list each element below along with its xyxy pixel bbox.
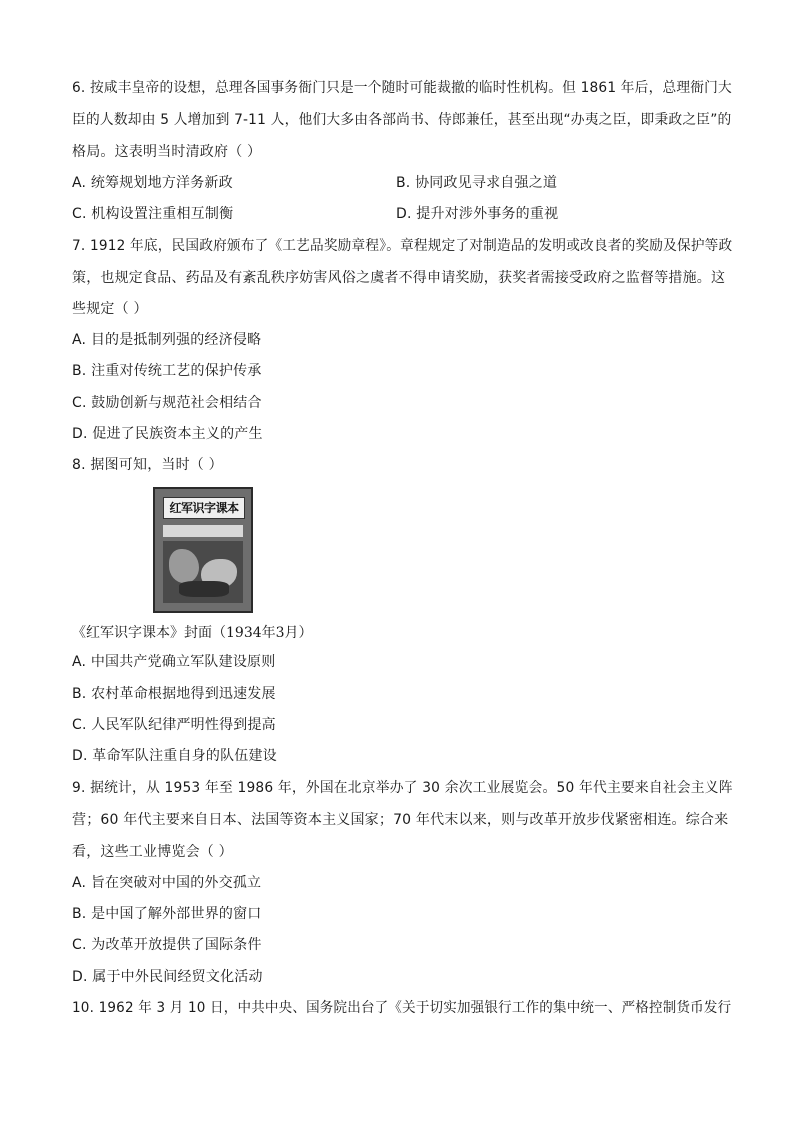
q6-option-b: B. 协同政见寻求自强之道 — [396, 175, 558, 191]
q9-stem-line-1: 9. 据统计，从 1953 年至 1986 年，外国在北京举办了 30 余次工业展览会。50 年代主要来自社会主义阵 — [72, 780, 733, 796]
q9-option-c: C. 为改革开放提供了国际条件 — [72, 937, 262, 953]
cover-figure — [169, 549, 199, 583]
q6-option-c: C. 机构设置注重相互制衡 — [72, 206, 234, 222]
q7-stem-line-2: 策，也规定食品、药品及有紊乱秩序妨害风俗之虞者不得申请奖励，获奖者需接受政府之监督等措施。这 — [72, 270, 726, 286]
q9-option-d: D. 属于中外民间经贸文化活动 — [72, 969, 263, 985]
q8-image-caption: 《红军识字课本》封面（1934年3月） — [72, 625, 313, 641]
q8-option-c: C. 人民军队纪律严明性得到提高 — [72, 717, 276, 733]
q9-stem-line-3: 看，这些工业博览会（ ） — [72, 844, 233, 860]
q9-stem-line-2: 营；60 年代主要来自日本、法国等资本主义国家；70 年代末以来，则与改革开放步伐紧密相连。综合来 — [72, 812, 729, 828]
q8-option-b: B. 农村革命根据地得到迅速发展 — [72, 686, 276, 702]
q7-stem-line-1: 7. 1912 年底，民国政府颁布了《工艺品奖励章程》。章程规定了对制造品的发明或改良者的奖励及保护等政 — [72, 238, 733, 254]
textbook-cover-image — [153, 487, 253, 613]
cover-title: 红军识字课本 — [163, 497, 245, 519]
q6-stem-line-2: 臣的人数却由 5 人增加到 7-11 人，他们大多由各部尚书、侍郎兼任，甚至出现“办夷之臣，即秉政之臣”的 — [72, 112, 732, 128]
q7-option-b: B. 注重对传统工艺的保护传承 — [72, 363, 262, 379]
q6-stem-line-1: 6. 按咸丰皇帝的设想，总理各国事务衙门只是一个随时可能裁撤的临时性机构。但 1861 年后，总理衙门大 — [72, 80, 732, 96]
q9-option-b: B. 是中国了解外部世界的窗口 — [72, 906, 262, 922]
q6-stem-line-3: 格局。这表明当时清政府（ ） — [72, 144, 262, 160]
q7-option-d: D. 促进了民族资本主义的产生 — [72, 426, 263, 442]
q7-option-c: C. 鼓励创新与规范社会相结合 — [72, 395, 262, 411]
q6-option-a: A. 统筹规划地方洋务新政 — [72, 175, 233, 191]
q7-stem-line-3: 些规定（ ） — [72, 301, 148, 317]
q6-option-d: D. 提升对涉外事务的重视 — [396, 206, 559, 222]
q7-option-a: A. 目的是抵制列强的经济侵略 — [72, 332, 262, 348]
q8-stem: 8. 据图可知，当时（ ） — [72, 457, 223, 473]
cover-subtitle-band — [163, 525, 243, 537]
q10-stem-line-1: 10. 1962 年 3 月 10 日，中共中央、国务院出台了《关于切实加强银行工作的集中统一、严格控制货币发行 — [72, 1000, 732, 1016]
q9-option-a: A. 旨在突破对中国的外交孤立 — [72, 875, 262, 891]
cover-figure — [179, 581, 229, 597]
q8-option-d: D. 革命军队注重自身的队伍建设 — [72, 748, 277, 764]
q8-option-a: A. 中国共产党确立军队建设原则 — [72, 654, 276, 670]
